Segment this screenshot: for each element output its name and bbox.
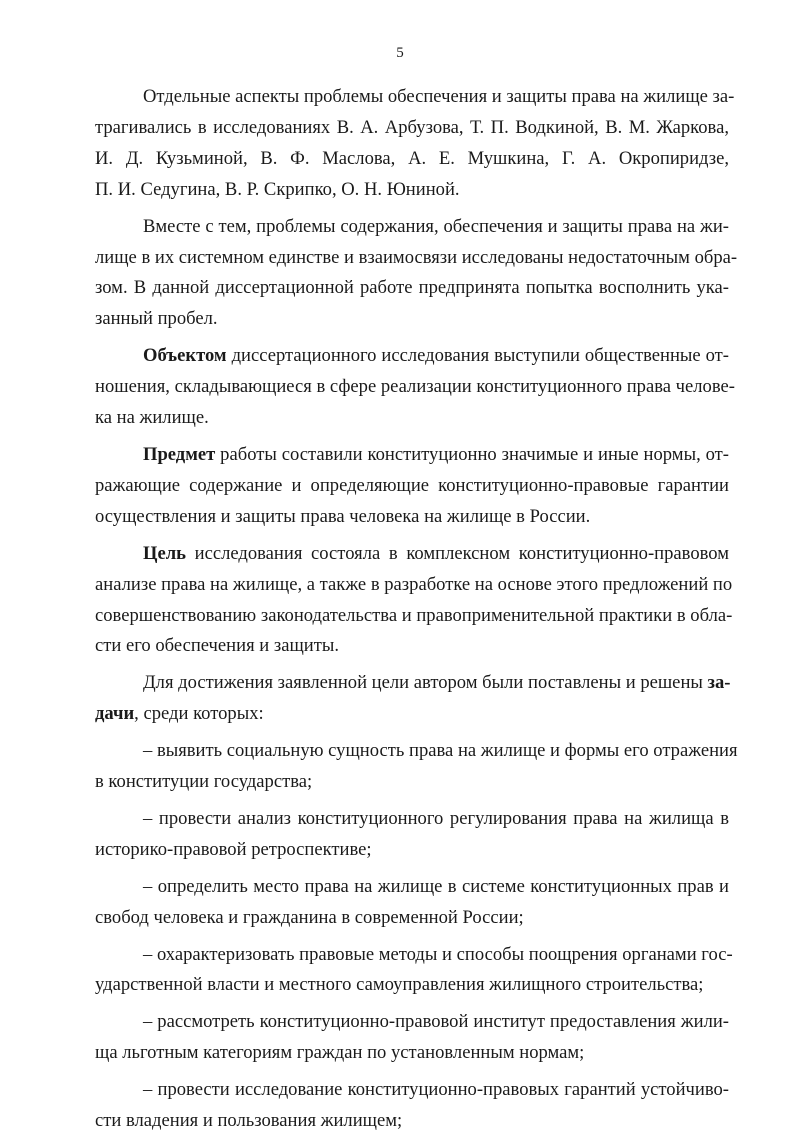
text-line xyxy=(95,668,729,699)
text-line xyxy=(95,631,729,662)
text-run: – выявить социальную сущность права на жилище и формы его отражения xyxy=(143,740,738,762)
text-line xyxy=(95,113,729,144)
text-line xyxy=(95,601,733,632)
text-run: – охарактеризовать правовые методы и способы поощрения органами гос- xyxy=(143,943,733,965)
text-line xyxy=(95,835,729,866)
text-run: – рассмотреть конституционно-правовой институт предоставления жили- xyxy=(143,1011,729,1033)
text-line xyxy=(95,372,735,403)
text-run: свобод человека и гражданина в современной России; xyxy=(95,906,524,928)
text-run: работы составили конституционно значимые и иные нормы, от- xyxy=(215,443,729,465)
text-run: диссертационного исследования выступили общественные от- xyxy=(226,345,729,367)
text-run: зом. В данной диссертационной работе предпринята попытка восполнить ука- xyxy=(95,277,729,299)
text-line xyxy=(95,940,733,971)
bold-term: Предмет xyxy=(143,443,216,465)
text-run: занный пробел. xyxy=(95,308,218,330)
text-line xyxy=(95,872,729,903)
text-run: П. И. Седугина, В. Р. Скрипко, О. Н. Юниной. xyxy=(95,178,460,200)
text-run: Вместе с тем, проблемы содержания, обеспечения и защиты права на жи- xyxy=(143,215,729,237)
text-line xyxy=(95,175,729,206)
text-line xyxy=(95,1075,729,1106)
text-line xyxy=(95,212,729,243)
text-run: трагивались в исследованиях В. А. Арбузова, Т. П. Водкиной, В. М. Жаркова, xyxy=(95,116,729,138)
text-run: ща льготным категориям граждан по установленным нормам; xyxy=(95,1042,585,1064)
text-run: Для достижения заявленной цели автором были поставлены и решены xyxy=(143,672,708,694)
text-line xyxy=(95,304,729,335)
text-line xyxy=(95,440,729,471)
bold-term: Цель xyxy=(143,542,186,564)
text-line xyxy=(95,804,729,835)
text-run: ударственной власти и местного самоуправления жилищного строительства; xyxy=(95,974,704,996)
text-run: – провести анализ конституционного регулирования права на жилища в xyxy=(143,807,729,829)
text-line xyxy=(95,570,733,601)
body-text xyxy=(95,82,738,1137)
text-run: – определить место права на жилище в системе конституционных прав и xyxy=(143,875,729,897)
bold-term: за- xyxy=(707,672,731,694)
text-line xyxy=(95,699,729,730)
text-line xyxy=(95,970,729,1001)
text-run: ражающие содержание и определяющие конституционно-правовые гарантии xyxy=(95,474,729,496)
text-line xyxy=(95,471,729,502)
page-number: 5 xyxy=(396,45,404,61)
text-run: И. Д. Кузьминой, В. Ф. Маслова, А. Е. Мушкина, Г. А. Окропиридзе, xyxy=(95,147,729,169)
text-line xyxy=(95,82,735,113)
text-line xyxy=(95,1007,729,1038)
bold-term: дачи xyxy=(95,703,135,725)
text-line xyxy=(95,539,729,570)
text-run: – провести исследование конституционно-правовых гарантий устойчиво- xyxy=(143,1079,729,1101)
text-line xyxy=(95,243,738,274)
text-line xyxy=(95,903,729,934)
text-run: , среди которых: xyxy=(134,703,264,725)
bold-term: Объектом xyxy=(143,345,227,367)
text-run: сти владения и пользования жилищем; xyxy=(95,1110,403,1132)
text-run: историко-правовой ретроспективе; xyxy=(95,838,372,860)
text-line xyxy=(95,273,729,304)
text-line xyxy=(95,1038,729,1069)
text-run: Отдельные аспекты проблемы обеспечения и защиты права на жилище за- xyxy=(143,86,735,107)
text-line xyxy=(95,502,729,533)
text-line xyxy=(95,1106,729,1137)
text-run: в конституции государства; xyxy=(95,771,313,793)
text-run: лище в их системном единстве и взаимосвязи исследованы недостаточным обра- xyxy=(95,246,738,268)
text-run: исследования состояла в комплексном конституционно-правовом xyxy=(185,542,729,564)
text-line xyxy=(95,341,729,372)
text-run: совершенствованию законодательства и правоприменительной практики в обла- xyxy=(95,604,733,626)
text-line xyxy=(95,736,738,767)
text-run: ка на жилище. xyxy=(95,407,209,429)
text-run: анализе права на жилище, а также в разработке на основе этого предложений по xyxy=(95,573,733,595)
text-line xyxy=(95,144,729,175)
text-run: сти его обеспечения и защиты. xyxy=(95,635,339,657)
text-run: ношения, складывающиеся в сфере реализации конституционного права челове- xyxy=(95,376,735,398)
text-run: осуществления и защиты права человека на жилище в России. xyxy=(95,505,591,527)
text-line xyxy=(95,767,729,798)
text-line xyxy=(95,403,729,434)
